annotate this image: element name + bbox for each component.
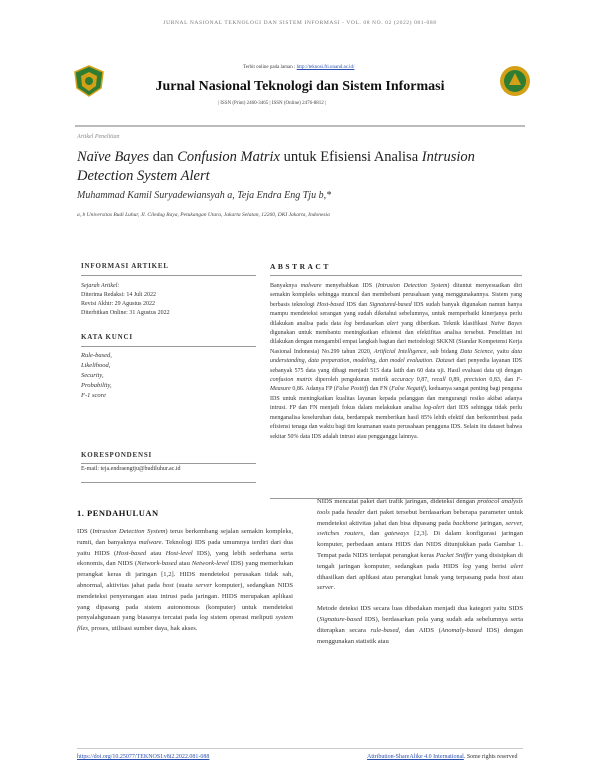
text-run: yang disisipkan di tengah jaringan komputer, sedangkan pada HIDS [317, 551, 523, 570]
text-run: [2,3]. Di dalam konfigurasi jaringan komputer, perbedaan antara HIDS dan NIDS ditunjukkan pada Gambar 1. Tempat pada NIDS terdapat perangkat keras [317, 530, 523, 559]
text-run: yang berisi [471, 562, 511, 570]
text-run: IDS) dengan menggunakan statistik atau [317, 626, 523, 645]
university-logo [72, 64, 106, 98]
article-info-heading: INFORMASI ARTIKEL [81, 262, 169, 270]
text-run: Signature-based [319, 615, 363, 623]
keyword: F-1 score [81, 392, 106, 399]
abstract-run: Artificial Intelligence [373, 348, 427, 355]
abstract-run: confusion matrix [270, 377, 313, 384]
text-run: log [462, 562, 472, 570]
abstract-run: yang diberikan. Teknik klasifikasi [398, 320, 491, 327]
abstract-run: log-alert [423, 405, 445, 412]
divider [81, 463, 256, 464]
body-column-left [77, 527, 293, 645]
abstract-run: dari penyedia layanan IDS sebanyak 575 data yang dibagi menjadi 515 data latih dan 60 data uji. Hasil evaluasi data uji dengan [270, 358, 522, 374]
text-run: Host-based [116, 549, 147, 557]
abstract-text [270, 282, 522, 442]
license-text [367, 754, 517, 760]
doi-link[interactable]: https://doi.org/10.25077/TEKNOSI.v8i2.2022.081-088 [77, 754, 210, 760]
abstract-run: Host-based [316, 301, 345, 308]
paragraph [317, 497, 523, 594]
history-label: Sejarah Artikel: [81, 283, 120, 289]
revised-date: Revisi Akhir: 29 Agustus 2022 [81, 301, 156, 307]
running-header: JURNAL NASIONAL TEKNOLOGI DAN SISTEM INFORMASI - VOL. 08 NO. 02 (2022) 081-088 [163, 20, 437, 26]
text-run: alert [510, 562, 523, 570]
correspondence-email[interactable]: E-mail: teja.endraengtju@budiluhur.ac.id [81, 466, 181, 472]
text-run: malware [138, 538, 162, 546]
text-run: dari paket tersebut berdasarkan beberapa parameter untuk mendeteksi aktivitas jahat dan bisa dipasang pada [317, 508, 523, 527]
abstract-run: menyebabkan IDS ( [321, 283, 378, 289]
abstract-run: False Negatif [391, 386, 424, 393]
abstract-run: 0,87, [413, 377, 432, 384]
issn-line: | ISSN (Print) 2460-3465 | ISSN (Online) 2476-8812 | [218, 101, 327, 106]
paper-title [77, 148, 527, 186]
affiliation: a, b Universitas Budi Luhur, Jl. Ciledug Raya, Petukangan Utara, Jakarta Selatan, 12260, DKI Jakarta, Indonesia [77, 212, 330, 218]
text-run: atau [177, 560, 192, 568]
online-url-line [243, 65, 354, 70]
text-run: server, switches routers [317, 519, 523, 538]
text-run: protocol analysis tools [317, 498, 523, 516]
journal-logo [498, 64, 532, 98]
title-part: Naïve Bayes [77, 149, 150, 165]
abstract-run: accuracy [391, 377, 414, 384]
text-run: log [199, 614, 208, 622]
abstract-run: False Positif [335, 386, 367, 393]
keyword: Likelihood, [81, 362, 111, 369]
abstract-run: log [344, 320, 352, 327]
abstract-run: Intrusion Detection System [377, 283, 448, 289]
correspondence-heading: KORESPONDENSI [81, 451, 153, 459]
title-part: untuk Efisiensi Analisa [279, 149, 422, 165]
text-run: pada [329, 508, 347, 516]
text-run: IDS), yang lebih sederhana serta ekonomis, dan NIDS ( [77, 549, 293, 568]
abstract-run: alert [386, 320, 399, 327]
abstract-heading: ABSTRACT [270, 262, 331, 271]
divider [81, 346, 256, 347]
article-history [81, 282, 256, 318]
abstract-run: 0,86. Adanya FP ( [290, 386, 336, 393]
abstract-run: . [432, 358, 436, 365]
text-run: ) terus berkembang sejalan semakin kompleks, rumit, dan banyaknya [77, 528, 293, 546]
abstract-run: Banyaknya [270, 283, 301, 289]
text-run: rule-based [370, 626, 399, 634]
license-rest: . Some rights reserved [463, 754, 518, 760]
abstract-run: ), keduanya sangat penting bagi penguna IDS untuk meningkatkan kualitas layanan kepada pelanggan dan mengurangi resiko akibat adanya intrusi. FP dan FN menjadi fokus dalam melakukan analisa [270, 386, 523, 412]
text-run: Network-based [137, 560, 177, 568]
abstract-run: Signatured-based [369, 301, 412, 308]
text-run: Anomaly-based [440, 626, 482, 634]
text-run: backbone [452, 519, 479, 527]
text-run: dihasilkan dari aplikasi atau perangkat lunak yang terpasang pada [317, 573, 499, 581]
received-date: Diterima Redaksi: 14 Juli 2022 [81, 292, 156, 298]
abstract-run: precision [464, 377, 487, 384]
text-run: header [346, 508, 366, 516]
keyword: Probability, [81, 382, 112, 389]
abstract-run: Data Science [460, 348, 493, 355]
text-run: Packet Sniffer [435, 551, 474, 559]
paragraph [77, 527, 293, 635]
text-run: gateways [384, 530, 410, 538]
license-link[interactable]: Attribution-ShareAlike 4.0 International [367, 754, 464, 760]
keyword: Rule-based, [81, 352, 112, 359]
abstract-run: 0,83, dan [486, 377, 517, 384]
text-run: system files [77, 614, 293, 633]
keyword: Security, [81, 372, 104, 379]
published-date: Diterbitkan Online: 31 Agustus 2022 [81, 310, 170, 316]
text-run: IDS), berdasarkan pola yang sudah ada sebelumnya serta diterapkan secara [317, 615, 523, 634]
abstract-run: F-Measure [270, 377, 523, 393]
abstract-run: IDS dan [344, 301, 370, 308]
abstract-run: ) dan FN ( [366, 386, 392, 393]
section-heading: 1. PENDAHULUAN [77, 508, 159, 518]
title-part: Confusion Matrix [177, 149, 280, 165]
keywords-heading: KATA KUNCI [81, 333, 133, 341]
divider [81, 275, 256, 276]
text-run: (suatu [173, 581, 196, 589]
article-type: Artikel Penelitian [77, 134, 120, 140]
text-run: IDS ( [77, 528, 93, 535]
divider [81, 482, 256, 483]
abstract-run: berdasarkan [351, 320, 387, 327]
title-part: Intrusion Detection System Alert [77, 149, 475, 184]
abstract-run: 0,89, [445, 377, 465, 384]
title-part: dan [149, 149, 178, 165]
text-run: komputer), sedangkan NIDS mendeteksi penyerangan atau intrusi pada jaringan. HIDS merupakan aplikasi yang dipasang pada sistem autonomous (komputer) untuk mendeteksi penyalahgunaan yang biasanya tercatat pada [77, 581, 293, 622]
text-run: . [333, 584, 336, 592]
abstract-run: dari IDS sehingga tidak perlu menganalisa keseluruhan data, berdampak memberikan hasil 85% lebih efektif dan berkontribusi pada efisiensi tenaga dan waktu bagi tim keamanan suatu perusahaan pengguna IDS. Selain itu dataset bahwa sekitar 50% data IDS adalah intrusi atau pengganggu lainnya. [270, 405, 523, 440]
abstract-run: malware [300, 283, 322, 289]
text-run: , proses, utilisasi sumber daya, hak akses. [88, 625, 198, 633]
abstract-run: data understanding, data preparation, modeling, dan model evaluation [270, 348, 522, 365]
abstract-run: Naïve Bayes [490, 320, 523, 327]
text-run: jaringan, [478, 519, 506, 527]
text-run: IDS) yang memerlukan perangkat keras di jaringan [1,2]. HIDS mendeteksi perusakan tidak sah, abnormal, aktivitas jahat pada [77, 560, 294, 589]
abstract-run: , yaitu [492, 348, 512, 355]
text-run: sistem operasi meliputi [207, 614, 276, 622]
abstract-run: ) dituntut menyesuaikan diri semakin kompleks sehingga muncul dan membebani perusahaan yang menggunakannya. Sistem yang berbasis teknologi [270, 283, 522, 308]
paragraph [317, 604, 523, 647]
text-run: . Teknologi IDS pada umumnya terdiri dari dua yaitu HIDS ( [77, 538, 293, 557]
text-run: server [317, 584, 334, 592]
body-column-right [317, 497, 523, 657]
abstract-run: , sub bidang [426, 348, 460, 355]
abstract-run: Dataset [435, 358, 455, 365]
text-run: atau [146, 549, 166, 557]
text-run: NIDS mencatat paket dari trafik jaringan, dideteksi dengan [317, 498, 478, 505]
masthead-divider [75, 125, 525, 127]
text-run: Network-level [191, 560, 229, 568]
online-prefix: Terbit online pada laman : [243, 65, 296, 70]
abstract-run: IDS sudah banyak digunakan namun hanya mampu mendeteksi serangan yang sudah diketahui sebelumnya, untuk memperbaiki kinerjanya perlu dilakukan analisa pada data [270, 301, 522, 327]
abstract-run: digunakan untuk membantu meningkatkan efisiensi dan efektifitas analisa tersebut. Penelitian ini dilakukan dengan mengambil empat langkah bagian dari metodologi SKKNI (Standar Kompetensi Kerja Nasional Indonesia) No.299 tahun 2020, [270, 330, 522, 355]
text-run: , dan AIDS ( [398, 626, 441, 634]
authors: Muhammad Kamil Suryadewiansyah a, Teja Endra Eng Tju b,* [77, 190, 332, 201]
abstract-run: diperoleh pengukuran metrik [312, 377, 392, 384]
journal-title: Jurnal Nasional Teknologi dan Sistem Informasi [155, 79, 445, 94]
text-run: , dan [363, 530, 385, 538]
text-run: Intrusion Detection System [92, 528, 166, 535]
divider [270, 275, 522, 276]
journal-url-link[interactable]: http://teknosi.fti.unand.ac.id/ [296, 65, 355, 70]
text-run: host [498, 573, 510, 581]
text-run: host [162, 581, 174, 589]
text-run: Metode deteksi IDS secara luas dibedakan menjadi dua kategori yaitu SIDS ( [317, 605, 523, 623]
abstract-run: recall [431, 377, 446, 384]
keywords-list [81, 351, 256, 401]
text-run: atau [509, 573, 523, 581]
text-run: Host-level [165, 549, 193, 557]
footer-divider [77, 748, 523, 749]
text-run: server [195, 581, 213, 589]
